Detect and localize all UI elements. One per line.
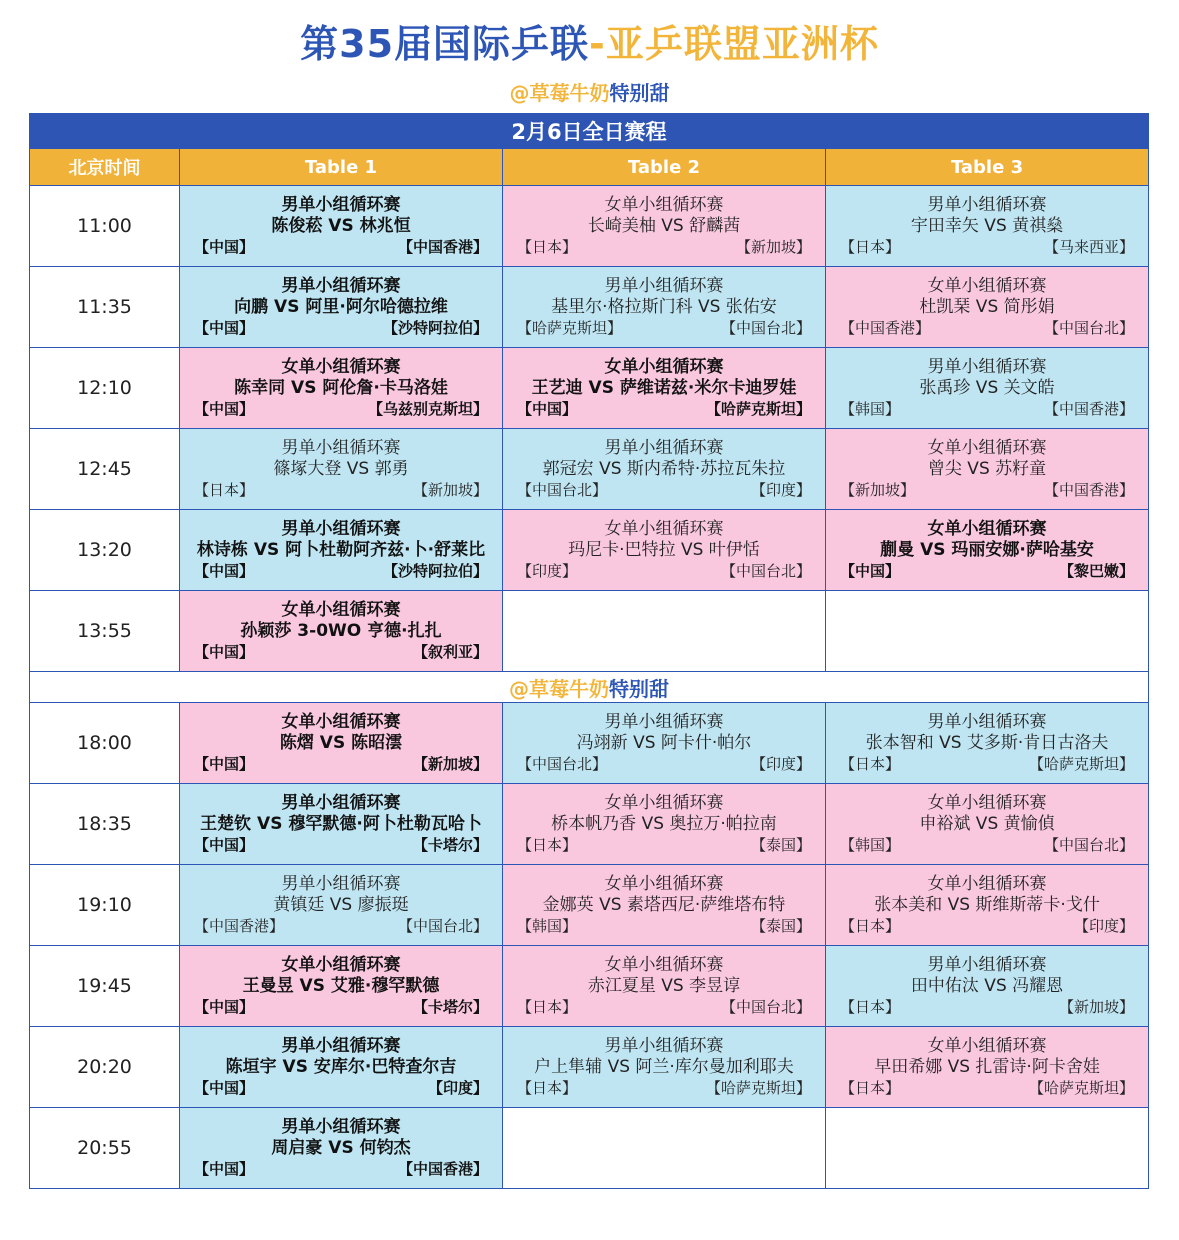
match-players: 杜凯琹 VS 简彤娟 (919, 297, 1055, 317)
match-countries (180, 642, 502, 662)
event-name: 女单小组循环赛 (281, 955, 401, 975)
time-cell: 20:20 (30, 1027, 180, 1108)
match-cell (503, 1027, 826, 1108)
match-players: 张禹珍 VS 关文皓 (919, 378, 1055, 398)
match-players: 金娜英 VS 素塔西尼·萨维塔布特 (542, 895, 786, 915)
match-cell (503, 703, 826, 784)
player1-country: 【日本】 (840, 998, 901, 1016)
match-cell (180, 1108, 503, 1189)
match-players: 田中佑汰 VS 冯耀恩 (910, 976, 1064, 996)
match-countries (503, 916, 825, 936)
player2-country: 【哈萨克斯坦】 (705, 1079, 811, 1097)
match-players: 张本智和 VS 艾多斯·肯日古洛夫 (865, 733, 1109, 753)
event-name: 男单小组循环赛 (604, 438, 724, 458)
player2-country: 【中国香港】 (397, 1160, 488, 1178)
match-cell (503, 348, 826, 429)
player2-country: 【沙特阿拉伯】 (382, 319, 488, 337)
match-countries (180, 480, 502, 500)
event-name: 男单小组循环赛 (604, 712, 724, 732)
player2-country: 【中国台北】 (720, 319, 811, 337)
player1-country: 【中国】 (194, 319, 255, 337)
player1-country: 【日本】 (517, 238, 578, 256)
empty-cell (826, 1108, 1149, 1189)
match-countries (180, 1078, 502, 1098)
time-cell: 18:00 (30, 703, 180, 784)
player2-country: 【印度】 (750, 481, 811, 499)
event-name: 女单小组循环赛 (604, 519, 724, 539)
match-countries (180, 835, 502, 855)
watermark-middle (30, 672, 1149, 703)
match-players: 陈幸同 VS 阿伦詹·卡马洛娃 (234, 378, 448, 398)
match-countries (826, 754, 1148, 774)
event-name: 女单小组循环赛 (927, 276, 1047, 296)
player2-country: 【中国台北】 (720, 562, 811, 580)
player2-country: 【卡塔尔】 (412, 836, 488, 854)
column-header-table1: Table 1 (180, 149, 503, 186)
watermark-suffix: 特别甜 (609, 81, 670, 105)
match-cell (180, 267, 503, 348)
empty-cell (826, 591, 1149, 672)
player2-country: 【中国香港】 (397, 238, 488, 256)
match-cell (503, 429, 826, 510)
match-countries (826, 480, 1148, 500)
player2-country: 【印度】 (1074, 917, 1135, 935)
match-countries (503, 835, 825, 855)
event-name: 男单小组循环赛 (927, 195, 1047, 215)
player1-country: 【韩国】 (840, 836, 901, 854)
event-name: 男单小组循环赛 (927, 712, 1047, 732)
date-header-row (30, 114, 1149, 149)
match-cell (826, 429, 1149, 510)
event-name: 男单小组循环赛 (281, 195, 401, 215)
player1-country: 【新加坡】 (840, 481, 916, 499)
event-name: 女单小组循环赛 (604, 195, 724, 215)
match-players: 申裕斌 VS 黄愉偵 (919, 814, 1055, 834)
player2-country: 【印度】 (427, 1079, 488, 1097)
player1-country: 【日本】 (517, 836, 578, 854)
time-cell: 18:35 (30, 784, 180, 865)
match-cell (503, 784, 826, 865)
schedule-table (29, 113, 1149, 1189)
match-cell (180, 186, 503, 267)
event-name: 女单小组循环赛 (927, 438, 1047, 458)
match-cell (503, 865, 826, 946)
match-players: 玛尼卡·巴特拉 VS 叶伊恬 (568, 540, 760, 560)
match-countries (180, 916, 502, 936)
column-header-table3: Table 3 (826, 149, 1149, 186)
match-cell (180, 1027, 503, 1108)
watermark-handle: @草莓牛奶 (509, 676, 610, 701)
player1-country: 【日本】 (840, 917, 901, 935)
player2-country: 【中国台北】 (397, 917, 488, 935)
match-cell (180, 703, 503, 784)
player1-country: 【中国香港】 (840, 319, 931, 337)
player1-country: 【印度】 (517, 562, 578, 580)
match-countries (503, 237, 825, 257)
match-players: 宇田幸矢 VS 黄祺燊 (910, 216, 1064, 236)
match-players: 赤江夏星 VS 李昱谆 (587, 976, 741, 996)
match-players: 孙颖莎 3-0WO 亨德·扎扎 (240, 621, 442, 641)
player1-country: 【中国香港】 (194, 917, 285, 935)
match-countries (503, 997, 825, 1017)
event-name: 女单小组循环赛 (927, 1036, 1047, 1056)
event-name: 男单小组循环赛 (281, 519, 401, 539)
event-name: 女单小组循环赛 (604, 793, 724, 813)
match-players: 曾尖 VS 苏籽童 (927, 459, 1047, 479)
player1-country: 【中国】 (194, 643, 255, 661)
player2-country: 【新加坡】 (412, 755, 488, 773)
event-name: 女单小组循环赛 (927, 793, 1047, 813)
schedule-row (30, 784, 1149, 865)
player2-country: 【新加坡】 (412, 481, 488, 499)
match-players: 基里尔·格拉斯门科 VS 张佑安 (551, 297, 777, 317)
match-players: 陈俊菘 VS 林兆恒 (271, 216, 411, 236)
match-cell (503, 186, 826, 267)
column-header-row (30, 149, 1149, 186)
match-countries (180, 237, 502, 257)
event-name: 男单小组循环赛 (281, 1117, 401, 1137)
match-countries (180, 318, 502, 338)
player2-country: 【中国台北】 (1044, 836, 1135, 854)
match-cell (180, 591, 503, 672)
schedule-row (30, 267, 1149, 348)
event-name: 女单小组循环赛 (281, 712, 401, 732)
time-cell: 13:55 (30, 591, 180, 672)
match-countries (180, 561, 502, 581)
event-name: 男单小组循环赛 (281, 874, 401, 894)
schedule-separator (30, 672, 1149, 703)
match-cell (826, 865, 1149, 946)
player1-country: 【中国】 (194, 836, 255, 854)
schedule-row (30, 348, 1149, 429)
match-countries (180, 997, 502, 1017)
player1-country: 【中国】 (840, 562, 901, 580)
player2-country: 【叙利亚】 (412, 643, 488, 661)
event-name: 男单小组循环赛 (927, 955, 1047, 975)
player2-country: 【泰国】 (750, 836, 811, 854)
match-players: 长崎美柚 VS 舒麟茜 (587, 216, 741, 236)
schedule-body-evening (30, 703, 1149, 1189)
match-cell (180, 429, 503, 510)
time-cell: 19:10 (30, 865, 180, 946)
match-countries (180, 754, 502, 774)
schedule-row (30, 1027, 1149, 1108)
player1-country: 【中国】 (194, 400, 255, 418)
player2-country: 【马来西亚】 (1044, 238, 1135, 256)
match-countries (503, 1078, 825, 1098)
player1-country: 【中国】 (194, 238, 255, 256)
schedule-row (30, 865, 1149, 946)
match-cell (180, 784, 503, 865)
match-players: 早田希娜 VS 扎雷诗·阿卡舍娃 (874, 1057, 1100, 1077)
player2-country: 【新加坡】 (735, 238, 811, 256)
match-countries (826, 916, 1148, 936)
match-cell (826, 703, 1149, 784)
schedule-row (30, 946, 1149, 1027)
title-part2: -亚乒联盟亚洲杯 (589, 22, 879, 66)
match-countries (826, 835, 1148, 855)
player2-country: 【哈萨克斯坦】 (1029, 1079, 1135, 1097)
match-countries (503, 561, 825, 581)
match-players: 篠塚大登 VS 郭勇 (273, 459, 409, 479)
event-name: 女单小组循环赛 (281, 357, 401, 377)
schedule-row (30, 1108, 1149, 1189)
match-cell (503, 267, 826, 348)
event-name: 男单小组循环赛 (604, 276, 724, 296)
event-name: 男单小组循环赛 (281, 276, 401, 296)
time-cell: 11:00 (30, 186, 180, 267)
match-countries (503, 754, 825, 774)
player2-country: 【中国台北】 (720, 998, 811, 1016)
match-players: 王曼昱 VS 艾雅·穆罕默德 (242, 976, 440, 996)
match-players: 桥本帆乃香 VS 奥拉万·帕拉南 (551, 814, 777, 834)
match-cell (180, 865, 503, 946)
event-name: 男单小组循环赛 (281, 438, 401, 458)
player2-country: 【中国香港】 (1044, 400, 1135, 418)
match-countries (826, 561, 1148, 581)
time-cell: 12:45 (30, 429, 180, 510)
player2-country: 【乌兹别克斯坦】 (367, 400, 488, 418)
match-countries (826, 997, 1148, 1017)
player2-country: 【中国台北】 (1044, 319, 1135, 337)
date-header: 2月6日全日赛程 (30, 114, 1149, 149)
match-cell (826, 946, 1149, 1027)
match-countries (180, 1159, 502, 1179)
match-players: 户上隼辅 VS 阿兰·库尔曼加利耶夫 (534, 1057, 794, 1077)
event-name: 女单小组循环赛 (604, 955, 724, 975)
match-cell (826, 186, 1149, 267)
match-players: 周启豪 VS 何钧杰 (271, 1138, 411, 1158)
match-cell (826, 267, 1149, 348)
match-players: 黄镇廷 VS 廖振珽 (273, 895, 409, 915)
player1-country: 【哈萨克斯坦】 (517, 319, 623, 337)
event-name: 女单小组循环赛 (281, 600, 401, 620)
match-countries (503, 480, 825, 500)
player1-country: 【中国】 (194, 755, 255, 773)
time-cell: 19:45 (30, 946, 180, 1027)
schedule-row (30, 591, 1149, 672)
match-countries (180, 399, 502, 419)
player1-country: 【中国】 (517, 400, 578, 418)
player2-country: 【泰国】 (750, 917, 811, 935)
match-cell (180, 348, 503, 429)
match-players: 陈垣宇 VS 安库尔·巴特查尔吉 (225, 1057, 457, 1077)
time-cell: 11:35 (30, 267, 180, 348)
player2-country: 【哈萨克斯坦】 (705, 400, 811, 418)
match-players: 郭冠宏 VS 斯内希特·苏拉瓦朱拉 (542, 459, 786, 479)
match-players: 冯翊新 VS 阿卡什·帕尔 (576, 733, 752, 753)
match-cell (503, 946, 826, 1027)
match-players: 向鹏 VS 阿里·阿尔哈德拉维 (234, 297, 448, 317)
player1-country: 【日本】 (840, 1079, 901, 1097)
empty-cell (503, 1108, 826, 1189)
event-name: 女单小组循环赛 (927, 519, 1047, 539)
schedule-row (30, 510, 1149, 591)
match-cell (826, 348, 1149, 429)
player1-country: 【韩国】 (517, 917, 578, 935)
player2-country: 【沙特阿拉伯】 (382, 562, 488, 580)
player2-country: 【中国香港】 (1044, 481, 1135, 499)
match-cell (826, 1027, 1149, 1108)
empty-cell (503, 591, 826, 672)
player2-country: 【印度】 (750, 755, 811, 773)
separator-row (30, 672, 1149, 703)
event-name: 男单小组循环赛 (927, 357, 1047, 377)
event-name: 女单小组循环赛 (927, 874, 1047, 894)
match-cell (826, 510, 1149, 591)
title-part1: 第35届国际乒联 (300, 22, 590, 66)
match-countries (503, 399, 825, 419)
player1-country: 【日本】 (517, 1079, 578, 1097)
player1-country: 【中国】 (194, 1160, 255, 1178)
match-cell (503, 510, 826, 591)
match-cell (180, 946, 503, 1027)
column-header-table2: Table 2 (503, 149, 826, 186)
event-name: 女单小组循环赛 (604, 874, 724, 894)
player1-country: 【日本】 (840, 755, 901, 773)
player1-country: 【中国】 (194, 1079, 255, 1097)
time-cell: 20:55 (30, 1108, 180, 1189)
watermark-top (0, 80, 1179, 106)
player2-country: 【哈萨克斯坦】 (1029, 755, 1135, 773)
schedule-row (30, 703, 1149, 784)
player1-country: 【中国台北】 (517, 481, 608, 499)
player1-country: 【日本】 (194, 481, 255, 499)
watermark-suffix: 特别甜 (609, 676, 670, 701)
match-countries (826, 1078, 1148, 1098)
player1-country: 【中国台北】 (517, 755, 608, 773)
match-players: 王楚钦 VS 穆罕默德·阿卜杜勒瓦哈卜 (200, 814, 482, 834)
event-name: 女单小组循环赛 (604, 357, 724, 377)
page-title (0, 14, 1179, 74)
match-countries (826, 399, 1148, 419)
player1-country: 【中国】 (194, 998, 255, 1016)
match-players: 陈熠 VS 陈昭澐 (279, 733, 403, 753)
match-cell (826, 784, 1149, 865)
match-countries (503, 318, 825, 338)
match-countries (826, 318, 1148, 338)
player1-country: 【韩国】 (840, 400, 901, 418)
event-name: 男单小组循环赛 (604, 1036, 724, 1056)
schedule-body-day (30, 186, 1149, 672)
player2-country: 【新加坡】 (1059, 998, 1135, 1016)
column-header-time: 北京时间 (30, 149, 180, 186)
time-cell: 12:10 (30, 348, 180, 429)
match-cell (180, 510, 503, 591)
event-name: 男单小组循环赛 (281, 1036, 401, 1056)
player2-country: 【黎巴嫩】 (1059, 562, 1135, 580)
player1-country: 【日本】 (840, 238, 901, 256)
time-cell: 13:20 (30, 510, 180, 591)
watermark-handle: @草莓牛奶 (509, 81, 610, 105)
event-name: 男单小组循环赛 (281, 793, 401, 813)
match-players: 王艺迪 VS 萨维诺兹·米尔卡迪罗娃 (531, 378, 797, 398)
player2-country: 【卡塔尔】 (412, 998, 488, 1016)
match-players: 林诗栋 VS 阿卜杜勒阿齐兹·卜·舒莱比 (196, 540, 486, 560)
match-players: 蒯曼 VS 玛丽安娜·萨哈基安 (880, 540, 1094, 560)
schedule-row (30, 186, 1149, 267)
schedule-row (30, 429, 1149, 510)
match-players: 张本美和 VS 斯维斯蒂卡·戈什 (874, 895, 1100, 915)
match-countries (826, 237, 1148, 257)
player1-country: 【日本】 (517, 998, 578, 1016)
player1-country: 【中国】 (194, 562, 255, 580)
